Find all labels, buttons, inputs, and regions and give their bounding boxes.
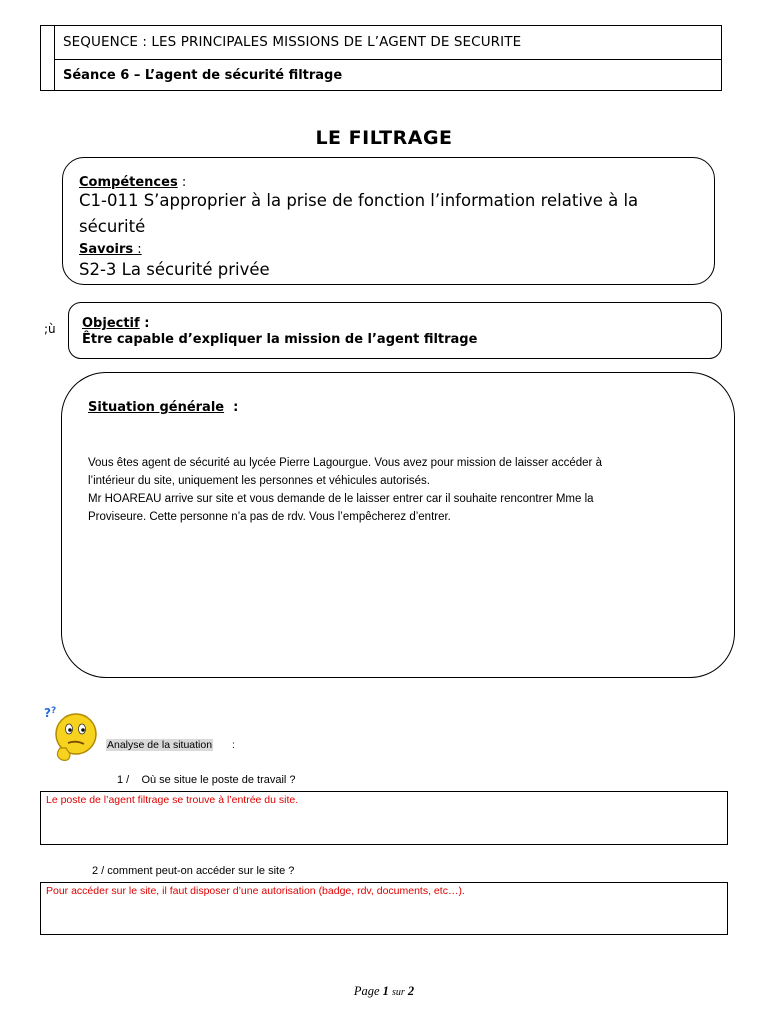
footer-page-word: Page (353, 984, 380, 998)
footer-sur-word: sur (392, 987, 405, 998)
situation-paragraph (88, 454, 688, 526)
answer-box-2[interactable] (40, 882, 728, 935)
situation-colon: : (224, 400, 239, 415)
competences-label: Compétences (79, 175, 178, 190)
competences-box (62, 157, 715, 285)
header-left-divider (54, 26, 55, 90)
savoirs-label: Savoirs (79, 242, 134, 257)
answer-1-text: Le poste de l’agent filtrage se trouve à l’entrée du site. (46, 794, 299, 806)
question-1: 1 / Où se situe le poste de travail ? (117, 774, 296, 786)
situation-line: Proviseure. Cette personne n’a pas de rdv. Vous l’empêcherez d’entrer. (88, 511, 451, 523)
situation-line: Vous êtes agent de sécurité au lycée Pierre Lagourgue. Vous avez pour mission de laisser accéder à (88, 457, 602, 469)
objectif-label: Objectif (82, 316, 140, 331)
answer-2-text: Pour accéder sur le site, il faut disposer d’une autorisation (badge, rdv, documents, etc…). (46, 885, 465, 897)
situation-label: Situation générale (88, 400, 225, 415)
analyse-colon: : (232, 739, 235, 751)
answer-box-1[interactable] (40, 791, 728, 845)
competence-line-2: sécurité (79, 217, 146, 236)
svg-text:?: ? (44, 706, 51, 720)
header-table (40, 25, 722, 91)
question-2: 2 / comment peut-on accéder sur le site ? (92, 865, 295, 877)
situation-line: Mr HOAREAU arrive sur site et vous demande de le laisser entrer car il souhaite rencontrer Mme la (88, 493, 594, 505)
objectif-box (68, 302, 722, 359)
savoirs-text: S2-3 La sécurité privée (79, 260, 270, 279)
savoirs-colon: : (133, 242, 142, 257)
page-title: LE FILTRAGE (315, 127, 453, 149)
objectif-text: Être capable d’expliquer la mission de l’agent filtrage (82, 332, 478, 347)
side-mark: ;ù (44, 322, 56, 336)
page-footer (0, 984, 768, 999)
seance-title: Séance 6 – L’agent de sécurité filtrage (63, 68, 343, 83)
competence-line-1: C1-011 S’approprier à la prise de fonction l’information relative à la (79, 191, 639, 210)
competences-colon: : (177, 175, 187, 190)
footer-total-pages: 2 (407, 984, 415, 998)
situation-line: l’intérieur du site, uniquement les personnes et véhicules autorisés. (88, 475, 430, 487)
header-row-divider (54, 59, 721, 60)
svg-text:?: ? (51, 706, 57, 716)
thinking-smiley-icon (40, 704, 102, 766)
sequence-title: SEQUENCE : LES PRINCIPALES MISSIONS DE L’AGENT DE SECURITE (63, 34, 522, 50)
objectif-colon: : (139, 316, 150, 331)
footer-current-page: 1 (382, 984, 389, 998)
analyse-label: Analyse de la situation (107, 739, 213, 751)
